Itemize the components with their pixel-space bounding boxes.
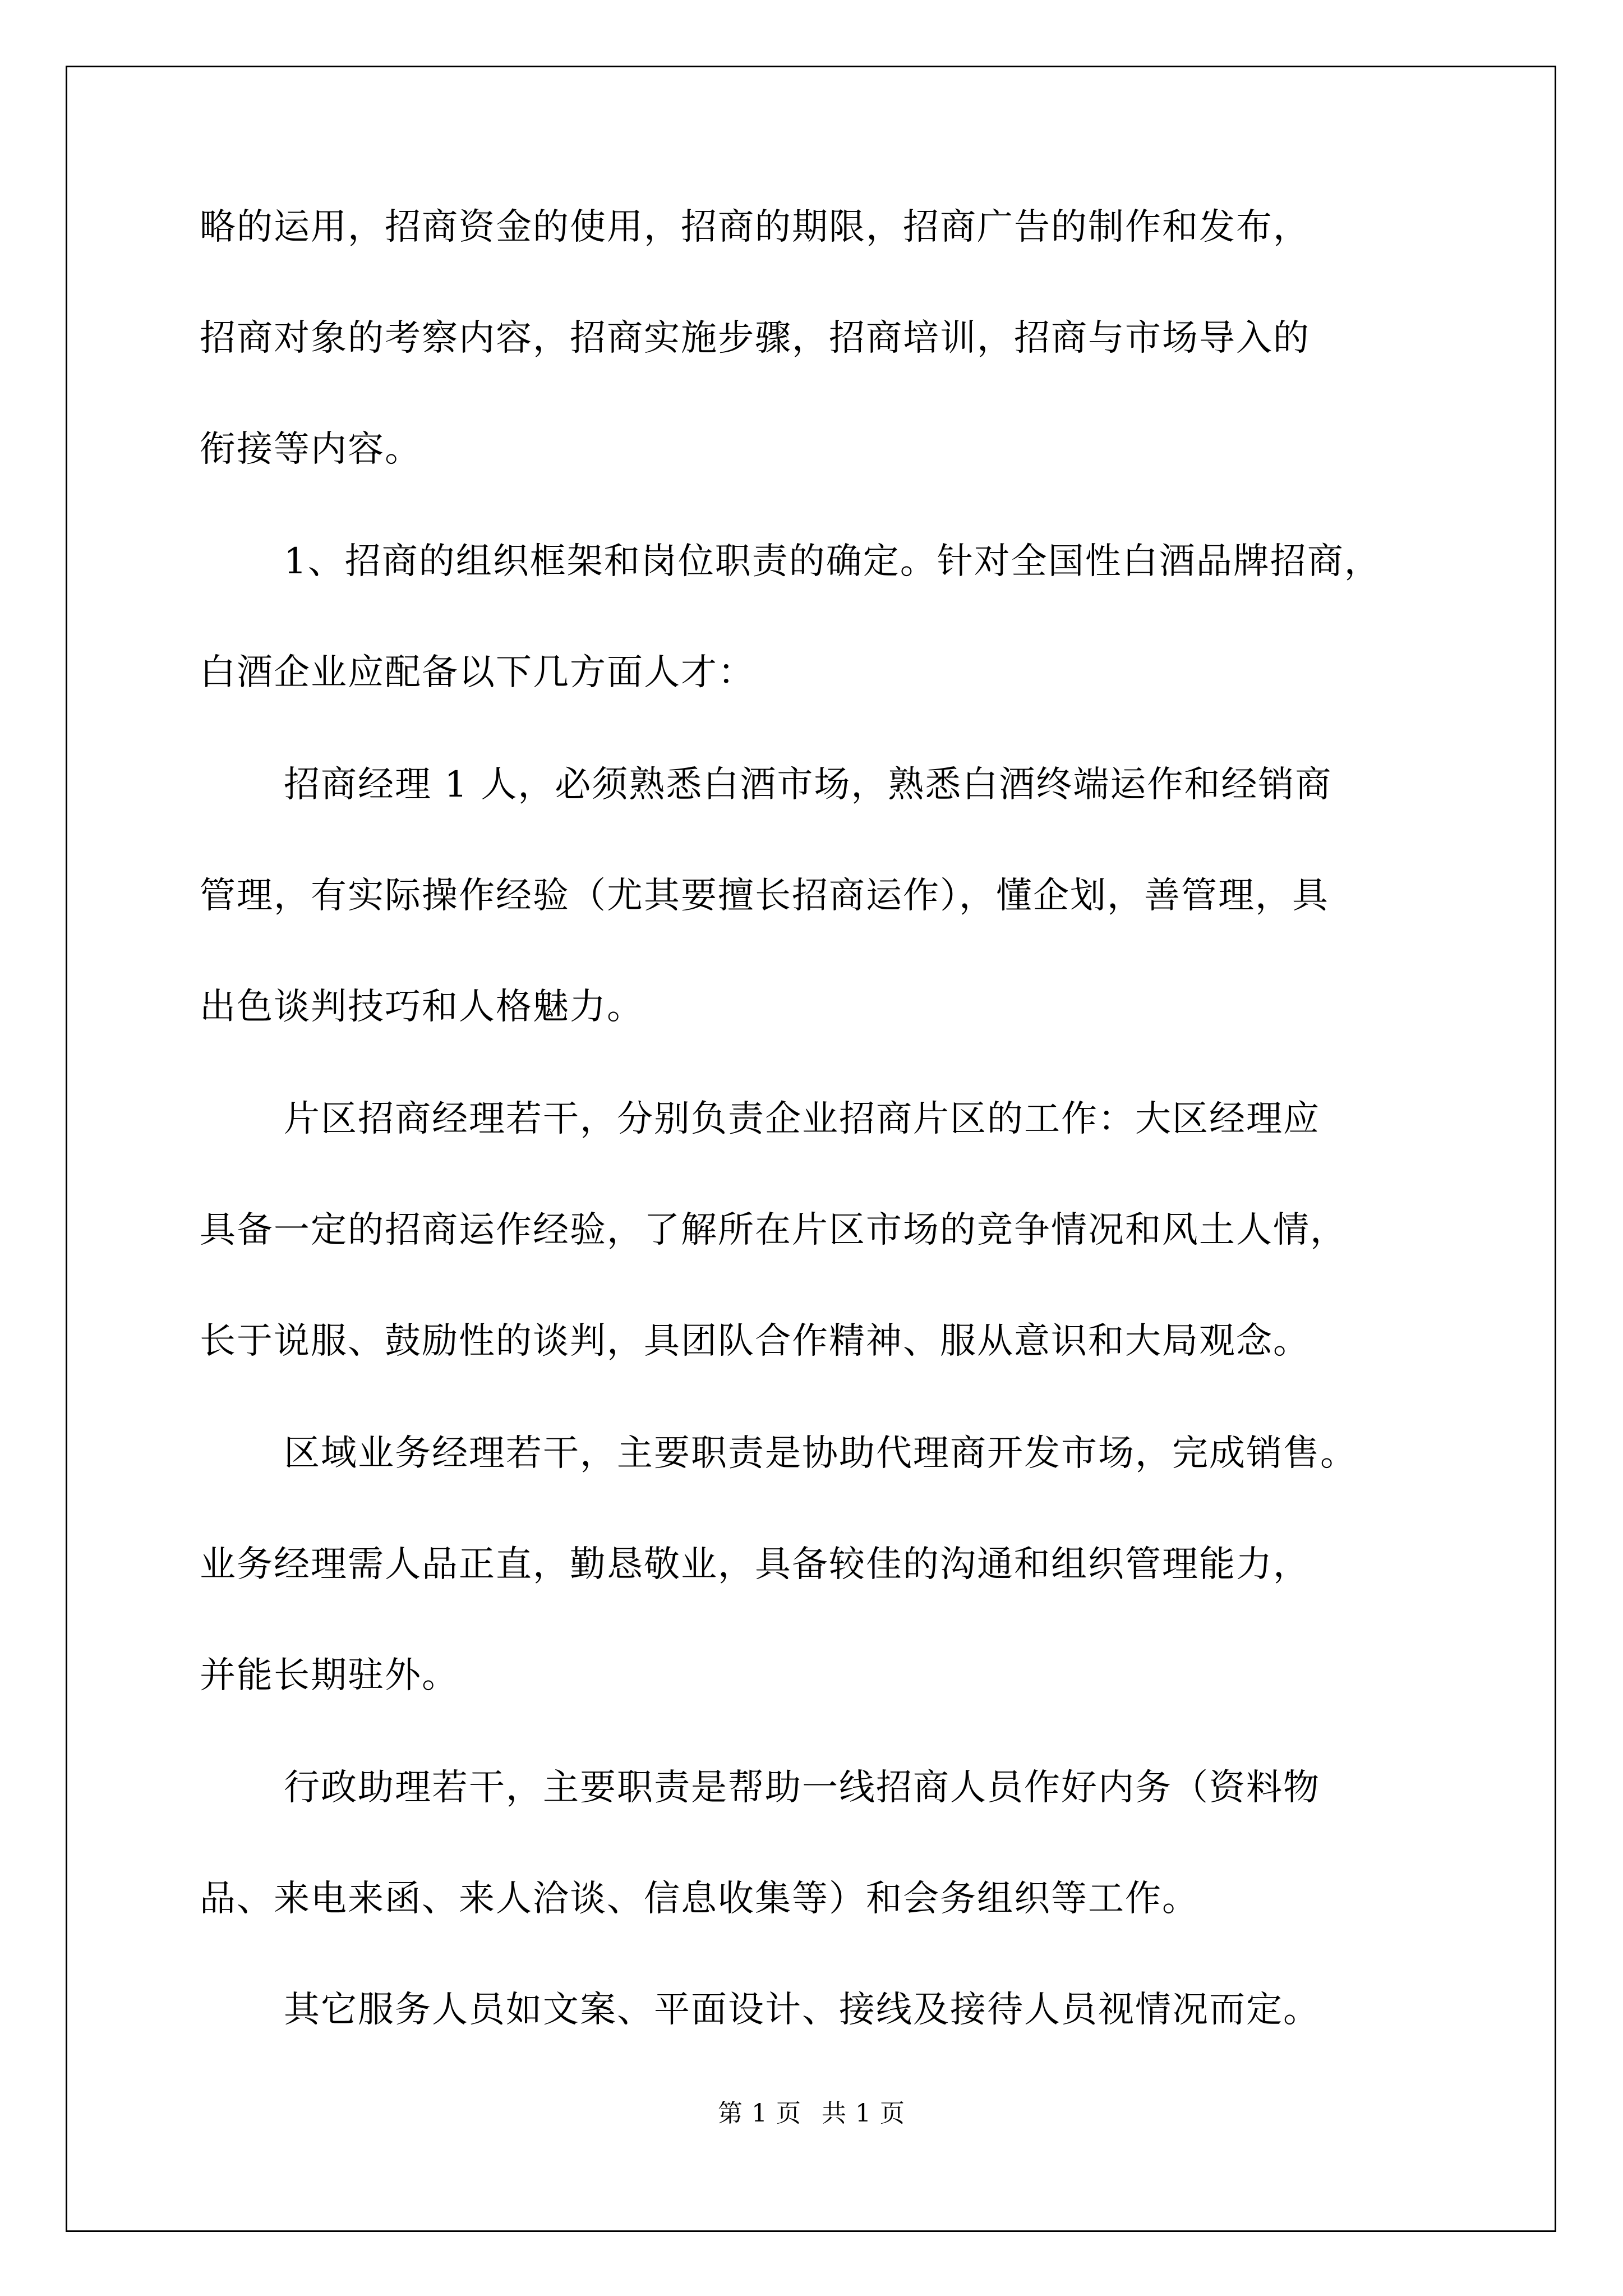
- text-line: 区域业务经理若干，主要职责是协助代理商开发市场，完成销售。: [284, 1433, 1357, 1474]
- text-line: 招商经理 1 人，必须熟悉白酒市场，熟悉白酒终端运作和经销商: [284, 764, 1332, 806]
- text-line: 行政助理若干，主要职责是帮助一线招商人员作好内务（资料物: [284, 1767, 1320, 1809]
- text-line: 品、来电来函、来人洽谈、信息收集等）和会务组织等工作。: [200, 1878, 1199, 1920]
- text-line: 长于说服、鼓励性的谈判，具团队合作精神、服从意识和大局观念。: [200, 1320, 1310, 1362]
- text-line: 并能长期驻外。: [200, 1655, 459, 1696]
- text-line: 招商对象的考察内容，招商实施步骤，招商培训，招商与市场导入的: [200, 318, 1310, 359]
- text-line: 出色谈判技巧和人格魅力。: [200, 986, 644, 1028]
- text-line: 略的运用，招商资金的使用，招商的期限，招商广告的制作和发布，: [200, 206, 1310, 248]
- text-line: 其它服务人员如文案、平面设计、接线及接待人员视情况而定。: [284, 1989, 1320, 2031]
- page-total: 共 1 页: [822, 2099, 905, 2128]
- text-line: 1、招商的组织框架和岗位职责的确定。针对全国性白酒品牌招商，: [284, 541, 1381, 582]
- text-line: 具备一定的招商运作经验，了解所在片区市场的竞争情况和风土人情，: [200, 1209, 1347, 1251]
- page-footer: [0, 2097, 1623, 2131]
- text-line: 白酒企业应配备以下几方面人才：: [200, 652, 755, 693]
- text-line: 业务经理需人品正直，勤恳敬业，具备较佳的沟通和组织管理能力，: [200, 1544, 1310, 1585]
- text-line: 片区招商经理若干，分别负责企业招商片区的工作：大区经理应: [284, 1098, 1320, 1140]
- page-number: 第 1 页: [718, 2099, 801, 2128]
- text-line: 管理，有实际操作经验（尤其要擅长招商运作），懂企划，善管理，具: [200, 875, 1329, 917]
- text-line: 衔接等内容。: [200, 429, 422, 470]
